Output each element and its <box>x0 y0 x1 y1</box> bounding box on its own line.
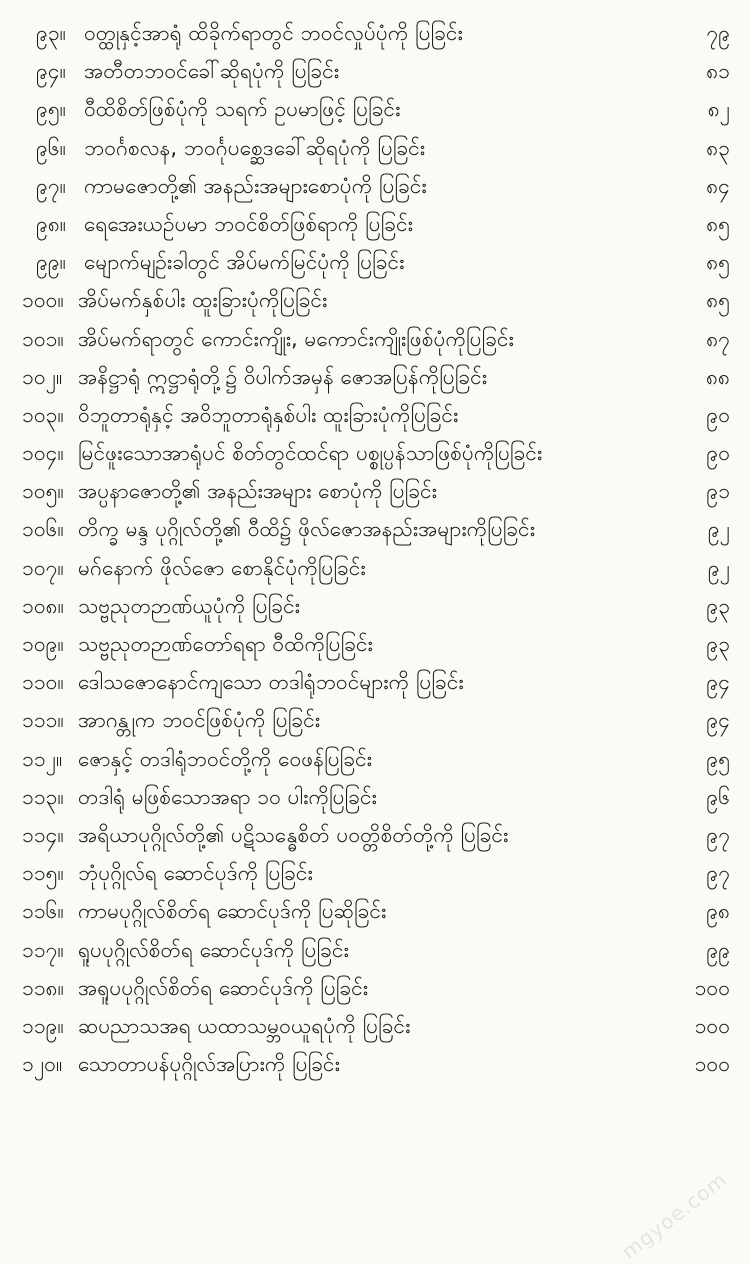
toc-entry-title: သောတာပန်ပုဂ္ဂိုလ်အပြားကို ပြခြင်း <box>78 1052 340 1077</box>
toc-entry-page-number: ၉၈ <box>706 899 730 924</box>
toc-entry-title: ဝီထိစိတ်ဖြစ်ပုံကို သရက် ဥပမာဖြင့် ပြခြင်း <box>84 97 401 122</box>
toc-entry-number: ၁၁၆။ <box>22 899 64 924</box>
toc-entry-page-number: ၉၇ <box>706 822 730 847</box>
toc-entry-page-number: ၉၀ <box>706 441 730 466</box>
toc-entry-page-number: ၈၂ <box>707 97 730 122</box>
toc-entry <box>0 701 750 739</box>
toc-entry-page-number: ၈၁ <box>706 59 730 84</box>
toc-entry <box>0 396 750 434</box>
toc-entry-number: ၁၀၈။ <box>22 593 64 618</box>
toc-entry <box>0 434 750 472</box>
toc-entry-title: မဂ်နောက် ဖိုလ်ဇော စောနိုင်ပုံကိုပြခြင်း <box>78 555 366 580</box>
toc-entry <box>0 969 750 1007</box>
toc-entry-title: မျောက်မျဉ်းခါတွင် အိပ်မက်မြင်ပုံကို ပြခြင်း <box>84 250 405 275</box>
toc-entry <box>0 472 750 510</box>
toc-entry <box>0 625 750 663</box>
toc-entry <box>0 14 750 52</box>
toc-entry-page-number: ၈၅ <box>706 250 730 275</box>
toc-entry-page-number: ၇၉ <box>706 21 730 45</box>
toc-entry-number: ၁၀၀။ <box>22 288 64 313</box>
toc-entry <box>0 549 750 587</box>
toc-entry-number: ၉၆။ <box>36 135 66 160</box>
toc-entry-page-number: ၉၃ <box>706 593 730 618</box>
toc-entry-number: ၁၀၃။ <box>22 402 64 427</box>
toc-entry <box>0 129 750 167</box>
toc-entry-page-number: ၉၅ <box>706 746 730 771</box>
toc-entry-page-number: ၈၅ <box>706 288 730 313</box>
toc-entry-number: ၁၀၄။ <box>22 441 64 466</box>
toc-entry-title: သဗ္ဗညုတဉာဏ်ယူပုံကို ပြခြင်း <box>78 593 300 618</box>
toc-entry-title: ရေအေးယဉ်ပမာ ဘဝင်စိတ်ဖြစ်ရာကို ပြခြင်း <box>84 211 413 236</box>
toc-entry-title: ဆပညာသအရ ယထာသမ္ဘဝယူရပုံကို ပြခြင်း <box>78 1013 411 1038</box>
toc-entry-page-number: ၁၀၀ <box>694 975 730 1000</box>
toc-entry-title: အပ္ပနာဇောတို့၏ အနည်းအများ စောပုံကို ပြခြင်း <box>78 479 437 504</box>
toc-entry-page-number: ၉၆ <box>706 784 730 809</box>
toc-entry-number: ၁၁၇။ <box>22 937 64 962</box>
toc-entry-number: ၉၅။ <box>36 97 66 122</box>
toc-entry-title: တိက္ခ မန္ဒ ပုဂ္ဂိုလ်တို့၏ ဝီထိ၌ ဖိုလ်ဇောအနည်းအများကိုပြခြင်း <box>78 517 536 542</box>
toc-entry <box>0 205 750 243</box>
toc-entry-number: ၁၁၄။ <box>22 822 64 847</box>
toc-entry <box>0 90 750 128</box>
toc-entry-title: သဗ္ဗညုတဉာဏ်တော်ရရာ ဝီထိကိုပြခြင်း <box>78 632 373 656</box>
toc-entry-number: ၁၀၉။ <box>22 632 64 656</box>
toc-entry-number: ၁၁၈။ <box>22 975 64 1000</box>
toc-entry-title: ကာမဇောတို့၏ အနည်းအများစောပုံကို ပြခြင်း <box>84 173 427 198</box>
toc-entry-page-number: ၉၂ <box>707 555 730 580</box>
toc-entry-page-number: ၉၄ <box>706 670 730 695</box>
toc-entry-title: အတီတဘဝင်ခေါ်ဆိုရပုံကို ပြခြင်း <box>84 59 340 84</box>
toc-entry-number: ၁၀၂။ <box>22 364 63 389</box>
toc-entry <box>0 167 750 205</box>
toc-entry-number: ၁၀၆။ <box>22 517 64 542</box>
toc-entry-page-number: ၉၀ <box>706 402 730 427</box>
table-of-contents <box>0 14 750 1083</box>
toc-entry-page-number: ၉၃ <box>706 632 730 656</box>
toc-entry <box>0 740 750 778</box>
toc-entry-number: ၁၀၇။ <box>22 555 64 580</box>
toc-entry <box>0 1045 750 1083</box>
toc-entry <box>0 510 750 548</box>
toc-entry <box>0 931 750 969</box>
toc-entry-title: ကာမပုဂ္ဂိုလ်စိတ်ရ ဆောင်ပုဒ်ကို ပြဆိုခြင်း <box>78 899 387 924</box>
toc-entry-page-number: ၈၃ <box>706 135 730 160</box>
toc-entry-page-number: ၉၁ <box>706 479 730 504</box>
toc-entry <box>0 816 750 854</box>
toc-entry <box>0 892 750 930</box>
toc-entry <box>0 778 750 816</box>
toc-entry-page-number: ၉၇ <box>706 861 730 886</box>
toc-entry-page-number: ၁၀၀ <box>694 1013 730 1038</box>
toc-entry-title: အိပ်မက်ရာတွင် ကောင်းကျိုး, မကောင်းကျိုးဖြစ်ပုံကိုပြခြင်း <box>78 326 514 351</box>
toc-entry-title: ဒေါသဇောနောင်ကျသော တဒါရုံဘဝင်များကို ပြခြင်း <box>78 670 464 695</box>
toc-entry <box>0 281 750 319</box>
toc-entry-number: ၁၁၃။ <box>22 784 64 809</box>
toc-entry-page-number: ၉၄ <box>706 708 730 733</box>
toc-entry-title: တဒါရုံ မဖြစ်သောအရာ ၁၀ ပါးကိုပြခြင်း <box>78 784 377 809</box>
toc-entry <box>0 1007 750 1045</box>
toc-entry-title: အရူပပုဂ္ဂိုလ်စိတ်ရ ဆောင်ပုဒ်ကို ပြခြင်း <box>78 975 369 1000</box>
toc-entry-title: ဘဝင်္ဂစလန, ဘဝင်္ဂုပစ္ဆေဒခေါ်ဆိုရပုံကို ပြခြင်း <box>84 135 426 160</box>
watermark: mgyoe.com <box>617 1167 732 1264</box>
toc-entry-title: ဇောနှင့် တဒါရုံဘဝင်တို့ကို ဝေဖန်ပြခြင်း <box>78 746 372 771</box>
toc-entry-title: ဝတ္ထုနှင့်အာရုံ ထိခိုက်ရာတွင် ဘဝင်လှုပ်ပုံကို ပြခြင်း <box>84 21 463 45</box>
toc-entry-title: အနိဋ္ဌာရုံ ဣဋ္ဌာရုံတို့၌ ဝိပါက်အမှန် ဇောအပြန်ကိုပြခြင်း <box>78 364 488 389</box>
toc-entry-title: ရူပပုဂ္ဂိုလ်စိတ်ရ ဆောင်ပုဒ်ကို ပြခြင်း <box>78 937 349 962</box>
toc-entry-number: ၁၀၁။ <box>22 326 64 351</box>
toc-entry-title: အရိယာပုဂ္ဂိုလ်တို့၏ ပဋိသန္ဓေစိတ် ပဝတ္တိစိတ်တို့ကို ပြခြင်း <box>78 822 509 847</box>
toc-entry-number: ၉၈။ <box>36 211 67 236</box>
toc-entry-title: ဝိဘူတာရုံနှင့် အဝိဘူတာရုံနှစ်ပါး ထူးခြားပုံကိုပြခြင်း <box>78 402 459 427</box>
toc-entry-title: အာဂန္တုက ဘဝင်ဖြစ်ပုံကို ပြခြင်း <box>78 708 321 733</box>
toc-entry-number: ၁၁၀။ <box>22 670 64 695</box>
toc-entry-number: ၉၉။ <box>36 250 66 275</box>
toc-entry-page-number: ၈၅ <box>706 211 730 236</box>
toc-entry-number: ၉၃။ <box>36 21 66 45</box>
toc-entry <box>0 52 750 90</box>
toc-entry-title: မြင်ဖူးသောအာရုံပင် စိတ်တွင်ထင်ရာ ပစ္စုပ္ပန်သာဖြစ်ပုံကိုပြခြင်း <box>78 441 543 466</box>
toc-entry-title: ဘုံပုဂ္ဂိုလ်ရ ဆောင်ပုဒ်ကို ပြခြင်း <box>78 861 313 886</box>
toc-entry-number: ၁၂၀။ <box>22 1052 63 1077</box>
toc-entry-page-number: ၉၉ <box>706 937 730 962</box>
toc-entry <box>0 243 750 281</box>
toc-entry <box>0 663 750 701</box>
toc-entry-number: ၁၁၉။ <box>22 1013 64 1038</box>
toc-entry-number: ၁၁၁။ <box>22 708 64 733</box>
toc-entry-title: အိပ်မက်နှစ်ပါး ထူးခြားပုံကိုပြခြင်း <box>78 288 328 313</box>
toc-entry-number: ၉၄။ <box>36 59 66 84</box>
toc-entry-number: ၁၁၂။ <box>22 746 63 771</box>
toc-entry-page-number: ၈၇ <box>706 326 730 351</box>
toc-entry-number: ၁၀၅။ <box>22 479 64 504</box>
toc-entry <box>0 320 750 358</box>
toc-entry-page-number: ၈၄ <box>706 173 730 198</box>
toc-entry <box>0 358 750 396</box>
toc-entry-number: ၉၇။ <box>36 173 66 198</box>
toc-entry-page-number: ၈၈ <box>706 364 730 389</box>
toc-entry <box>0 854 750 892</box>
toc-entry-number: ၁၁၅။ <box>22 861 64 886</box>
toc-entry-page-number: ၁၀၀ <box>694 1052 730 1077</box>
toc-entry-page-number: ၉၂ <box>707 517 730 542</box>
toc-entry <box>0 587 750 625</box>
